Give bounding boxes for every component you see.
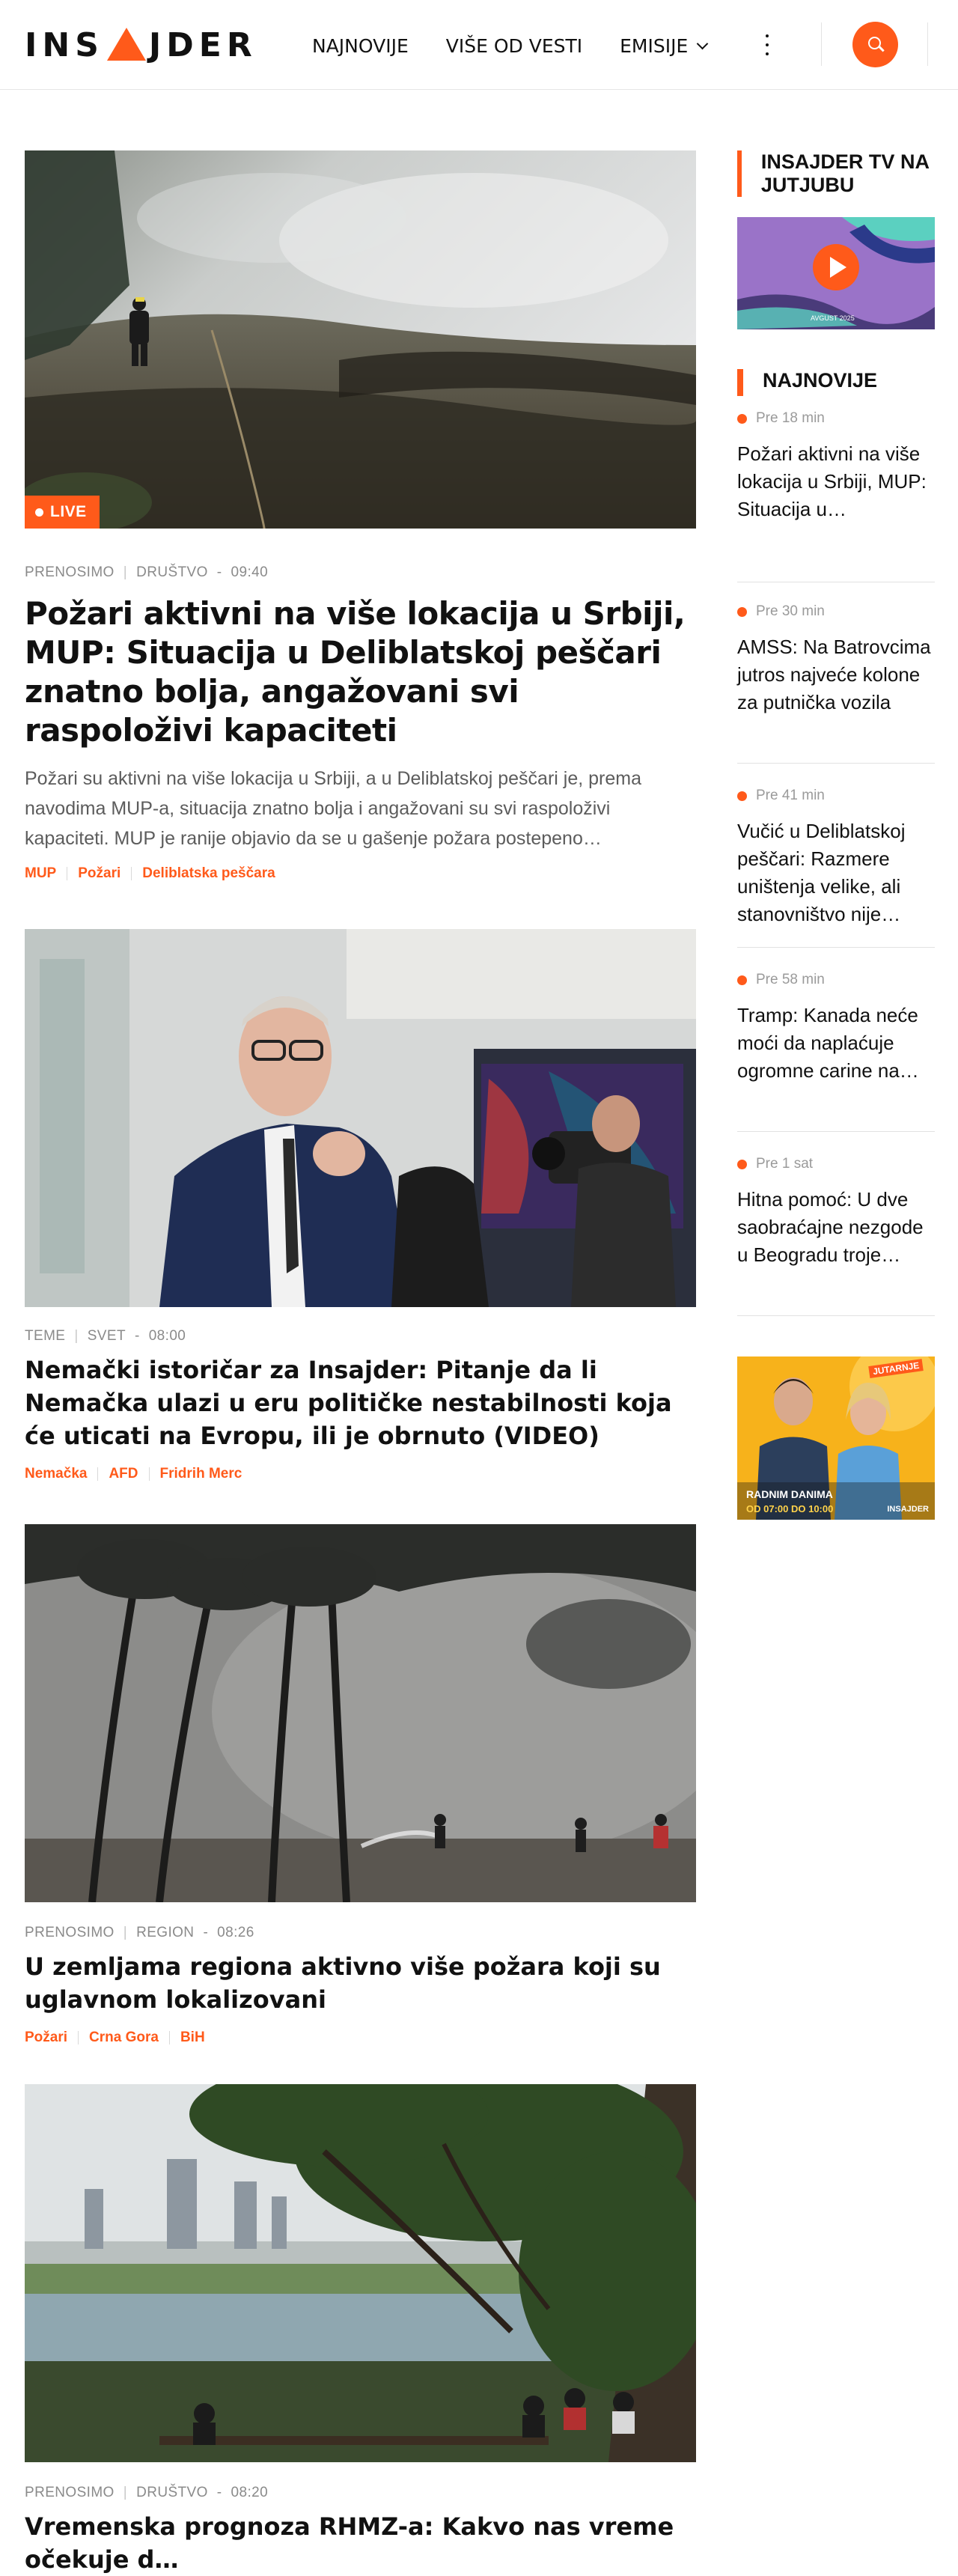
article-tags: [25, 2030, 696, 2046]
youtube-thumbnail-caption: AVGUST 2025: [811, 314, 855, 322]
sidebar-title-tv: INSAJDER TV NA JUTJUBU: [760, 150, 929, 196]
forest-fire-photo: [25, 1524, 696, 1902]
latest-news-title[interactable]: Vučić u Deliblatskoj peščari: Razmere uništenja velike, ali stanovništvo nije…: [737, 820, 906, 925]
search-button[interactable]: [852, 22, 898, 67]
article-card: [25, 1524, 696, 2046]
sidebar-title-latest: NAJNOVIJE: [763, 369, 878, 392]
logo-text-left: INS: [25, 26, 104, 64]
wildfire-photo: [25, 150, 696, 529]
tag-link[interactable]: Nemačka: [25, 1466, 88, 1482]
article-title[interactable]: Vremenska prognoza RHMZ-a: Kakvo nas vreme očekuje d…: [25, 2512, 674, 2574]
article-time: 08:20: [231, 2485, 269, 2500]
article-card: [25, 2084, 696, 2576]
site-logo[interactable]: [25, 28, 257, 63]
header-divider: [821, 22, 822, 66]
article-lead: Požari su aktivni na više lokacija u Srbiji, a u Deliblatskoj peščari je, prema navodima MUP-a, situacija znatno bolja i angažovani su svi raspoloživi kapaciteti. MUP je ranije objavio da se u gašenje požara postepeno…: [25, 768, 641, 849]
nav-emisije-label: EMISIJE: [620, 34, 689, 57]
promo-badge: JUTARNJE: [868, 1359, 924, 1378]
article-image-wildfire[interactable]: [25, 150, 696, 529]
latest-news-title[interactable]: Tramp: Kanada neće moći da naplaćuje ogromne carine na…: [737, 1004, 919, 1082]
logo-triangle-icon: [107, 28, 146, 61]
tag-link[interactable]: MUP: [25, 865, 57, 881]
tag-link[interactable]: BiH: [180, 2030, 205, 2045]
article-section[interactable]: DRUŠTVO: [136, 2485, 208, 2500]
politician-photo: [25, 929, 696, 1307]
live-badge[interactable]: [25, 496, 100, 529]
latest-news-item[interactable]: [737, 603, 935, 764]
logo-text-right: JDER: [148, 26, 257, 64]
article-section[interactable]: DRUŠTVO: [136, 564, 208, 580]
article-tags: [25, 865, 696, 882]
article-meta: PRENOSIMO | DRUŠTVO - 08:20: [25, 2485, 269, 2500]
sidebar-heading-tv: [737, 150, 958, 197]
bullet-dot-icon: [737, 1160, 747, 1169]
tag-link[interactable]: Crna Gora: [89, 2030, 159, 2045]
city-park-photo: [25, 2084, 696, 2462]
bullet-dot-icon: [737, 414, 747, 424]
article-time: 08:00: [148, 1328, 186, 1344]
article-image-politician[interactable]: [25, 929, 696, 1307]
bullet-dot-icon: [737, 607, 747, 617]
article-meta: TEME | SVET - 08:00: [25, 1328, 186, 1344]
tag-link[interactable]: Deliblatska peščara: [142, 865, 275, 881]
article-type: PRENOSIMO: [25, 2485, 115, 2500]
article-title[interactable]: U zemljama regiona aktivno više požara koji su uglavnom lokalizovani: [25, 1952, 661, 2014]
article-card: [25, 929, 696, 1482]
article-type: PRENOSIMO: [25, 1925, 115, 1940]
article-time: 08:26: [217, 1925, 254, 1940]
article-tags: [25, 1466, 696, 1482]
latest-news-item[interactable]: [737, 972, 935, 1132]
site-header: [0, 0, 958, 90]
latest-news-time: Pre 41 min: [737, 788, 935, 804]
latest-news-title[interactable]: Hitna pomoć: U dve saobraćajne nezgode u Beogradu troje…: [737, 1188, 924, 1266]
latest-news-time: Pre 18 min: [737, 410, 935, 427]
morning-show-promo-banner[interactable]: [737, 1356, 935, 1520]
latest-news-time: Pre 30 min: [737, 603, 935, 620]
more-menu-icon[interactable]: [764, 34, 770, 55]
latest-news-time: Pre 1 sat: [737, 1156, 935, 1172]
tag-link[interactable]: Požari: [78, 865, 121, 881]
nav-emisije[interactable]: [620, 35, 707, 57]
latest-news-time: Pre 58 min: [737, 972, 935, 988]
article-type: PRENOSIMO: [25, 564, 115, 580]
header-divider: [927, 22, 928, 66]
sidebar-heading-latest: [737, 369, 877, 396]
promo-brand: INSAJDER: [887, 1505, 929, 1514]
latest-news-title[interactable]: Požari aktivni na više lokacija u Srbiji, MUP: Situacija u…: [737, 442, 927, 520]
tag-link[interactable]: AFD: [109, 1466, 138, 1482]
article-card: [25, 150, 696, 882]
article-meta: PRENOSIMO | REGION - 08:26: [25, 1925, 254, 1940]
main-nav: [312, 28, 744, 63]
tag-link[interactable]: Požari: [25, 2030, 68, 2045]
article-image-city-park[interactable]: [25, 2084, 696, 2462]
chevron-down-icon: [697, 37, 709, 49]
promo-schedule-days: RADNIM DANIMA: [746, 1488, 833, 1500]
promo-schedule-hours: OD 07:00 DO 10:00: [746, 1503, 834, 1514]
tag-link[interactable]: Fridrih Merc: [159, 1466, 242, 1482]
article-time: 09:40: [231, 564, 269, 580]
article-title[interactable]: Nemački istoričar za Insajder: Pitanje da li Nemačka ulazi u eru političke nestabilnosti koja će uticati na Evropu, ili je obrnuto (VIDEO): [25, 1356, 672, 1450]
article-type: TEME: [25, 1328, 66, 1344]
nav-vise-od-vesti[interactable]: VIŠE OD VESTI: [445, 34, 583, 57]
latest-news-item[interactable]: [737, 410, 935, 582]
article-meta: PRENOSIMO | DRUŠTVO - 09:40: [25, 564, 269, 580]
bullet-dot-icon: [737, 975, 747, 985]
latest-news-item[interactable]: [737, 788, 935, 948]
article-section[interactable]: REGION: [136, 1925, 195, 1940]
live-label: LIVE: [50, 503, 87, 520]
article-image-forest-fire[interactable]: [25, 1524, 696, 1902]
article-section[interactable]: SVET: [87, 1328, 126, 1344]
article-title[interactable]: Požari aktivni na više lokacija u Srbiji, MUP: Situacija u Deliblatskoj peščari znatno bolja, angažovani svi raspoloživi kapaciteti: [25, 595, 686, 749]
bullet-dot-icon: [737, 791, 747, 801]
latest-news-title[interactable]: AMSS: Na Batrovcima jutros najveće kolone za putnička vozila: [737, 636, 931, 713]
latest-news-item[interactable]: [737, 1156, 935, 1316]
nav-najnovije[interactable]: NAJNOVIJE: [312, 34, 409, 57]
youtube-thumbnail-art: [737, 217, 935, 329]
youtube-video-thumbnail[interactable]: [737, 217, 935, 329]
live-dot-icon: [35, 508, 43, 517]
